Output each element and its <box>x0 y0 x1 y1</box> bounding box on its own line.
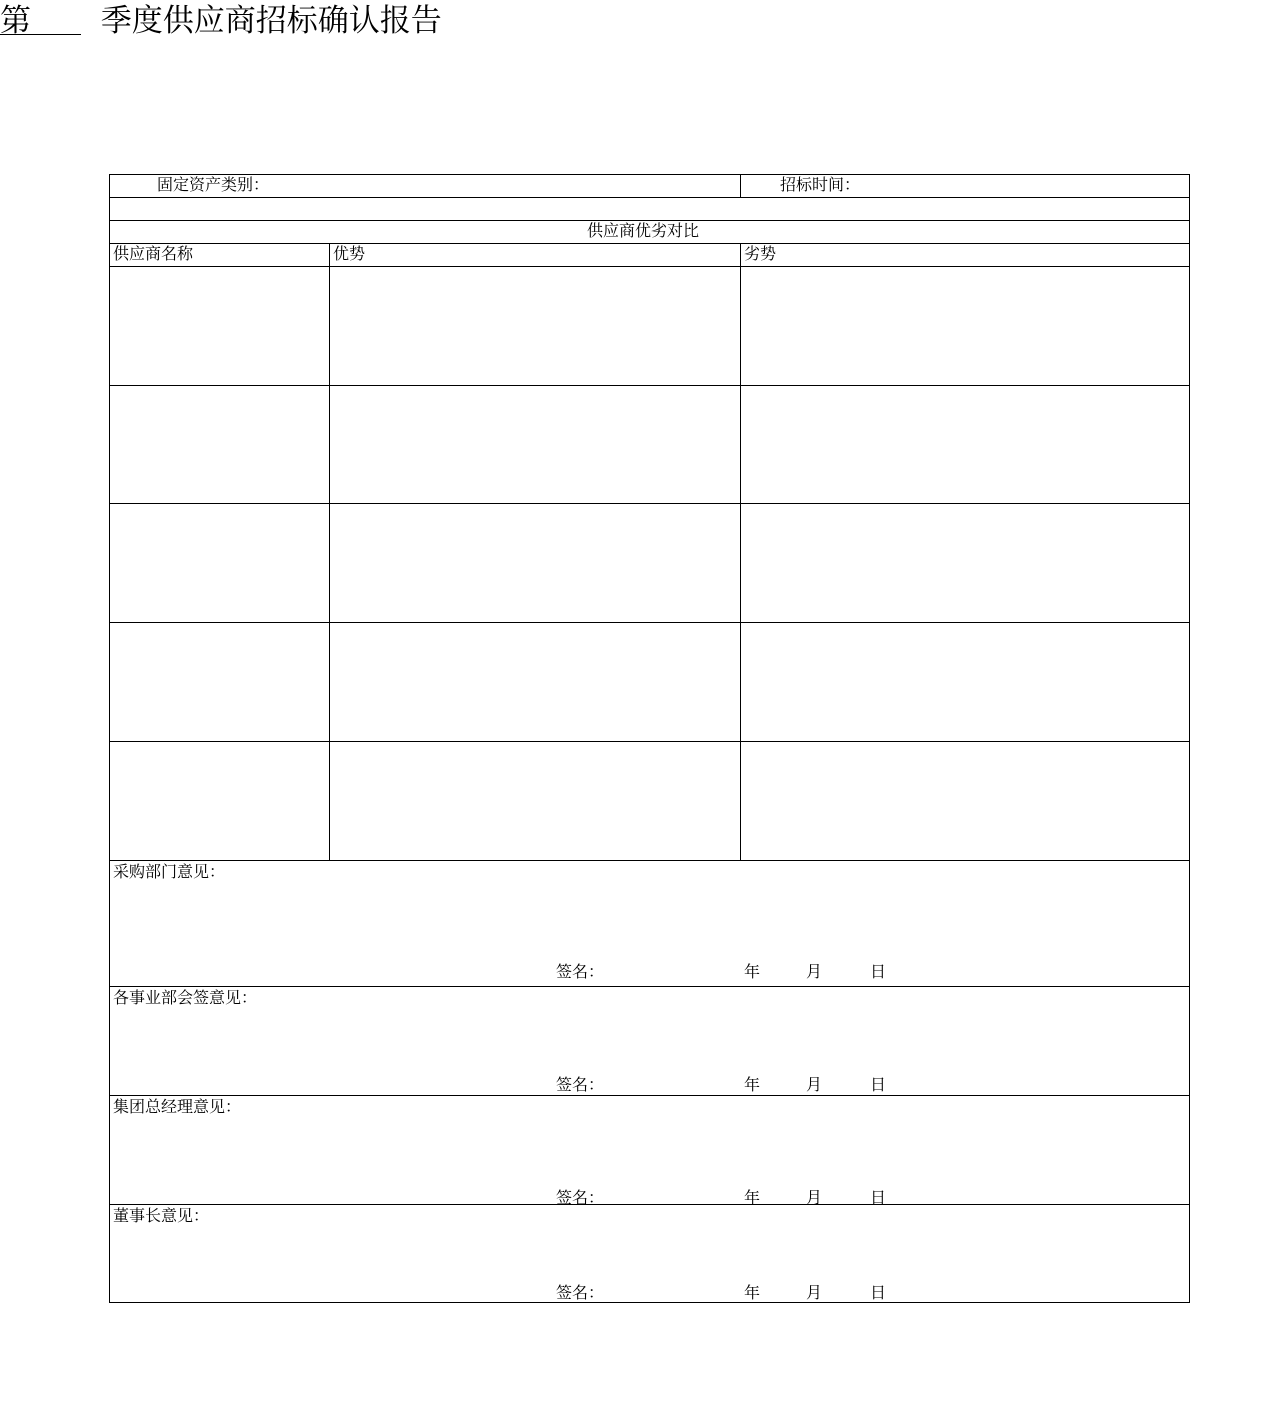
day-label: 日 <box>870 962 887 981</box>
year-label: 年 <box>744 962 761 981</box>
month-label: 月 <box>806 1188 823 1207</box>
signature-label: 签名： <box>556 1188 605 1207</box>
asset-category-label: 固定资产类别： <box>157 175 270 194</box>
day-label: 日 <box>870 1075 887 1094</box>
bid-time-label: 招标时间： <box>780 175 861 194</box>
month-label: 月 <box>806 962 823 981</box>
page-title <box>0 0 1280 42</box>
year-label: 年 <box>744 1188 761 1207</box>
year-label: 年 <box>744 1283 761 1302</box>
purchasing-dept-opinion-label: 采购部门意见： <box>113 862 226 881</box>
column-header-advantages: 优势 <box>333 244 366 263</box>
day-label: 日 <box>870 1283 887 1302</box>
general-manager-opinion-label: 集团总经理意见： <box>113 1097 242 1116</box>
year-label: 年 <box>744 1075 761 1094</box>
month-label: 月 <box>806 1283 823 1302</box>
column-header-supplier-name: 供应商名称 <box>113 244 194 263</box>
title-prefix: 第 <box>0 0 31 35</box>
month-label: 月 <box>806 1075 823 1094</box>
quarter-blank[interactable] <box>31 0 81 35</box>
business-units-opinion-label: 各事业部会签意见： <box>113 988 258 1007</box>
chairman-opinion-label: 董事长意见： <box>113 1206 210 1225</box>
title-suffix: 季度供应商招标确认报告 <box>100 3 442 39</box>
signature-label: 签名： <box>556 1075 605 1094</box>
column-header-disadvantages: 劣势 <box>744 244 777 263</box>
day-label: 日 <box>870 1188 887 1207</box>
signature-label: 签名： <box>556 962 605 981</box>
signature-label: 签名： <box>556 1283 605 1302</box>
comparison-section-title: 供应商优劣对比 <box>587 221 700 240</box>
